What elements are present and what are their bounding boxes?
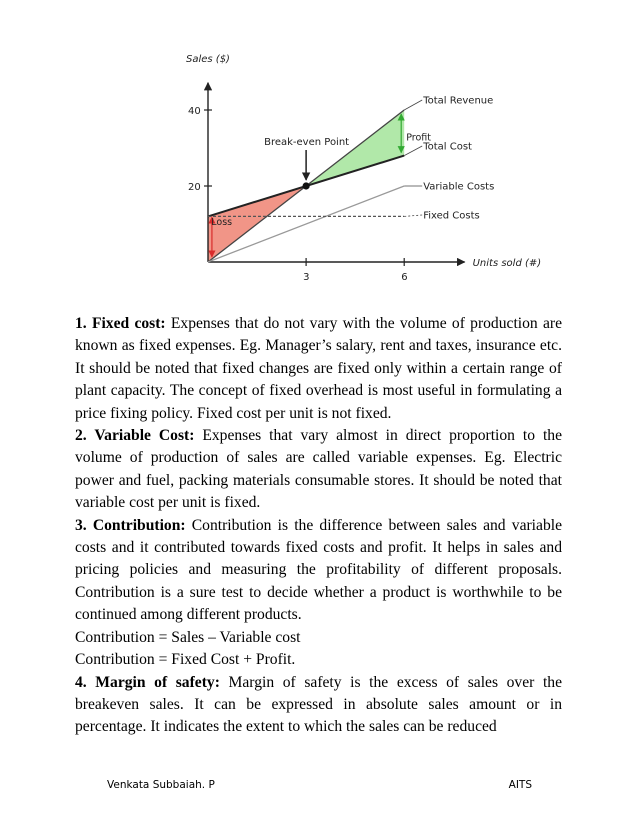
section-heading: 3. Contribution: [75, 516, 186, 534]
x-tick-label: 3 [303, 272, 310, 283]
formula-text: Contribution = Sales – Variable cost [75, 628, 301, 646]
break-even-chart-svg [168, 42, 542, 292]
section-margin-of-safety [75, 672, 562, 739]
section-text: Margin of safety is the excess of sales over the breakeven sales. It can be expressed in absolute sales amount or in percentage. It indicates the extent to which the sales can be reduced [75, 673, 563, 736]
section-contribution [75, 515, 562, 627]
formula-line-1 [75, 627, 562, 649]
formula-line-2 [75, 649, 562, 671]
section-text: Expenses that vary almost in direct proportion to the volume of production of sales are called variable expenses. Eg. Electric power and fuel, packing materials consumable stores. It should be noted that variable cost per unit is fixed. [75, 427, 563, 512]
y-tick-label: 40 [188, 106, 201, 117]
section-text: Expenses that do not vary with the volume of production are known as fixed expenses. Eg. Manager’s salary, rent and taxes, insurance etc. It should be noted that fixed changes are fixed only within a certain range of plant capacity. The concept of fixed overhead is most useful in formulating a price fixing policy. Fixed cost per unit is not fixed. [75, 315, 562, 422]
break-even-label: Break-even Point [264, 137, 350, 148]
footer-author: Venkata Subbaiah. P [107, 779, 215, 791]
section-heading: 4. Margin of safety: [75, 673, 220, 691]
formula-text: Contribution = Fixed Cost + Profit. [75, 651, 296, 669]
section-fixed-cost [75, 313, 562, 425]
section-text: Contribution is the difference between sales and variable costs and it contributed towards fixed costs and profit. It helps in sales and pricing policies and measuring the profitability of different proposals. Contribution is a sure test to decide whether a product is worthwhile to be continued among different products. [75, 516, 562, 624]
body-text [75, 313, 562, 739]
series-leader-fixed-costs [404, 215, 422, 216]
footer-institution: AITS [508, 779, 532, 791]
y-axis-title: Sales ($) [186, 54, 230, 65]
profit-label: Profit [406, 132, 431, 144]
series-leader-total-cost [404, 146, 422, 156]
x-tick-label: 6 [401, 272, 408, 283]
series-label-fixed-costs: Fixed Costs [423, 210, 480, 222]
loss-label: Loss [211, 217, 233, 228]
series-label-total-cost: Total Cost [423, 141, 472, 153]
break-even-dot [303, 182, 310, 189]
break-even-chart [168, 42, 542, 292]
section-heading: 1. Fixed cost: [75, 315, 166, 332]
section-heading: 2. Variable Cost: [75, 427, 195, 445]
series-leader-total-revenue [404, 100, 422, 110]
series-label-variable-costs: Variable Costs [423, 181, 495, 193]
y-tick-label: 20 [188, 182, 201, 193]
series-label-total-revenue: Total Revenue [423, 95, 494, 107]
section-variable-cost [75, 425, 562, 515]
x-axis-title: Units sold (#) [472, 258, 542, 269]
